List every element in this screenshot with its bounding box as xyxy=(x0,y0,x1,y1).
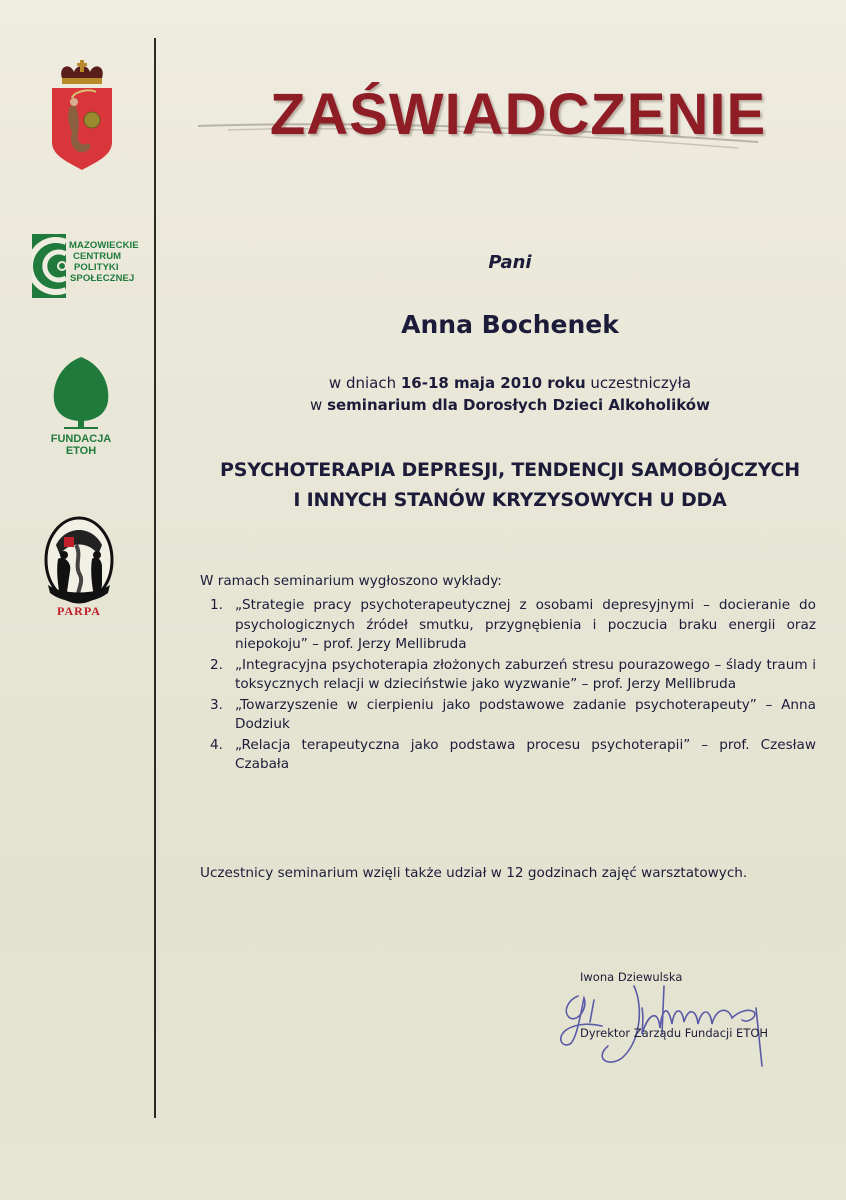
crown-icon xyxy=(61,60,103,84)
parpa-logo xyxy=(42,515,116,627)
seminar-line xyxy=(190,396,830,414)
signer-title: Dyrektor Zarządu Fundacji ETOH xyxy=(580,1026,769,1040)
salutation: Pani xyxy=(488,252,532,273)
mcps-line: POLITYKI xyxy=(74,262,119,273)
lecture-text: „Integracyjna psychoterapia złożonych zaburzeń stresu pourazowego – ślady traum i toksycznych relacji w dzieciństwie jako wyzwanie” – prof. Jerzy Mellibruda xyxy=(235,656,816,692)
signer-name: Iwona Dziewulska xyxy=(580,970,683,984)
seminar-name: seminarium dla Dorosłych Dzieci Alkoholików xyxy=(327,396,710,414)
lecture-item xyxy=(200,696,816,735)
course-title xyxy=(190,455,830,515)
certificate-title: ZAŚWIADCZENIE xyxy=(269,82,767,147)
course-title-line: PSYCHOTERAPIA DEPRESJI, TENDENCJI SAMOBÓJCZYCH xyxy=(219,459,800,481)
fundacja-etoh-logo xyxy=(46,355,116,465)
lecture-number: 1. xyxy=(210,597,223,613)
etoh-line: FUNDACJA xyxy=(50,433,112,445)
lectures-list xyxy=(200,596,816,776)
dates-suffix: uczestniczyła xyxy=(585,374,692,392)
mcps-line: MAZOWIECKIE xyxy=(69,240,139,251)
lecture-item xyxy=(200,656,816,695)
seminar-dates: 16-18 maja 2010 roku xyxy=(400,374,586,392)
tree-icon xyxy=(46,355,116,433)
mcps-emblem-icon xyxy=(32,234,66,298)
lecture-text: „Towarzyszenie w cierpieniu jako podstawowe zadanie psychoterapeuty” – Anna Dodziuk xyxy=(235,696,816,732)
etoh-line: ETOH xyxy=(65,445,97,457)
lecture-number: 2. xyxy=(210,656,223,673)
handwritten-signature xyxy=(548,978,798,1068)
workshops-note: Uczestnicy seminarium wzięli także udział w 12 godzinach zajęć warsztatowych. xyxy=(200,865,748,881)
parpa-label: PARPA xyxy=(57,604,101,618)
dates-line xyxy=(190,374,830,392)
recipient-name: Anna Bochenek xyxy=(401,310,619,339)
lecture-item xyxy=(200,736,816,775)
vertical-divider xyxy=(154,38,156,1118)
mcps-line: SPOŁECZNEJ xyxy=(70,273,135,284)
dates-prefix: w dniach xyxy=(328,374,401,392)
lecture-number: 4. xyxy=(210,736,223,753)
mcps-logo xyxy=(32,234,152,298)
adam-eve-emblem-icon xyxy=(42,515,116,605)
lectures-intro: W ramach seminarium wygłoszono wykłady: xyxy=(200,573,502,589)
course-title-line: I INNYCH STANÓW KRYZYSOWYCH U DDA xyxy=(293,489,727,511)
mcps-line: CENTRUM xyxy=(73,251,122,262)
lecture-text: „Relacja terapeutyczna jako podstawa procesu psychoterapii” – prof. Czesław Czabała xyxy=(235,736,816,772)
lecture-number: 3. xyxy=(210,696,223,713)
lecture-item xyxy=(200,596,816,655)
lecture-text: „Strategie pracy psychoterapeutycznej z osobami depresyjnymi – docieranie do psychologicznych źródeł smutku, przygnębienia i poczucia braku energii oraz niepokoju” – prof. Jerzy Mellibruda xyxy=(235,597,816,652)
shield-icon xyxy=(52,88,112,170)
seminar-prefix: w xyxy=(310,396,328,414)
warsaw-crest-logo xyxy=(48,58,116,174)
